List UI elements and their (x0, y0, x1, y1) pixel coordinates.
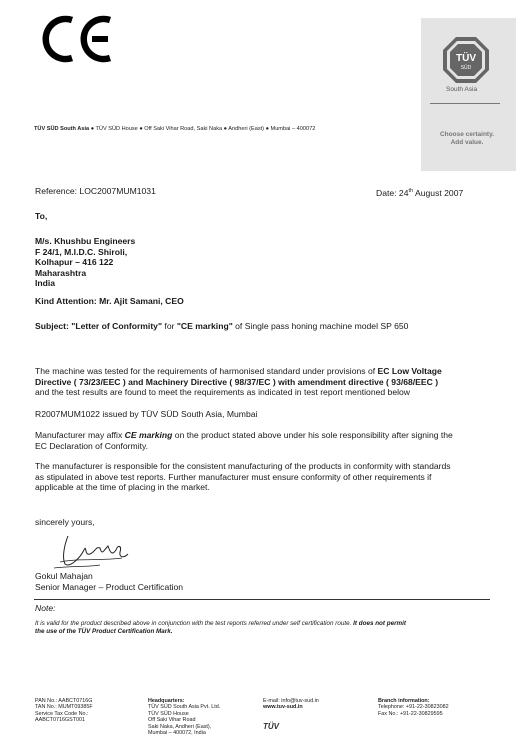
subject-line (35, 321, 408, 332)
recipient-line: India (35, 278, 56, 289)
para2-line-1 (35, 430, 453, 441)
recipient-line: Kolhapur – 416 122 (35, 257, 114, 268)
recipient-line: M/s. Khushbu Engineers (35, 236, 136, 246)
note-text (35, 620, 406, 636)
hq-line: TÜV SÜD House (148, 710, 189, 717)
para3-line: applicable at the time of placing in the market. (35, 482, 210, 493)
tan-number: TAN No.: MUMT09385F (35, 704, 93, 711)
date-suffix: th (408, 188, 414, 194)
paragraph-test-scope (35, 366, 442, 398)
subject-product: of Single pass honing machine model SP 650 (232, 321, 409, 331)
para1-text: The machine was tested for the requirements of harmonised standard under provisions of (35, 366, 378, 376)
paragraph-ce-marking (35, 430, 453, 451)
footer-tax-ids (35, 698, 93, 724)
branch-fax: Fax No.: +91-22-30829595 (378, 710, 443, 717)
note-line-1 (35, 620, 406, 628)
closing: sincerely yours, (35, 517, 95, 527)
directive-lvd: EC Low Voltage (377, 366, 442, 376)
date-month-year: August 2007 (413, 187, 464, 198)
svg-text:SÜD: SÜD (460, 65, 472, 71)
slogan-line-2: Add value. (450, 139, 484, 146)
badge-region: South Asia (446, 86, 478, 93)
paragraph-manufacturer-responsibility (35, 461, 451, 493)
recipient-line: Maharashtra (35, 267, 87, 278)
para1-line-3: and the test results are found to meet the requirements as indicated in test report mentioned below (35, 387, 410, 398)
directive-list: Directive ( 73/23/EEC ) and Machinery Directive ( 98/37/EC ) with amendment directive ( 93/68/EEC ) (35, 376, 439, 387)
date-day: Date: 24 (376, 187, 409, 198)
footer-headquarters (148, 698, 220, 736)
address-org: TÜV SÜD South Asia (34, 126, 90, 132)
para2-line-2: EC Declaration of Conformity. (35, 440, 149, 451)
slogan-line-1: Choose certainty. (439, 131, 495, 138)
para1-line-1 (35, 366, 442, 377)
subject-connector: for (162, 321, 177, 331)
para3-line: The manufacturer is responsible for the consistent manufacturing of the products in conformity with standards (35, 461, 451, 471)
para2-text: Manufacturer may affix (35, 430, 125, 440)
signer-name: Gokul Mahajan (35, 571, 93, 581)
note-line-2: the use of the TÜV Product Certification Mark. (35, 628, 173, 635)
footer-contact (263, 698, 319, 730)
tuv-sud-octagon-logo (442, 36, 490, 84)
address-details: ● TÜV SÜD House ● Off Saki Vihar Road, Saki Naka ● Andheri (East) ● Mumbai – 400072 (90, 126, 316, 132)
recipient-block (35, 236, 135, 289)
service-tax-label: Service Tax Code No.: (35, 710, 89, 717)
reference: Reference: LOC2007MUM1031 (35, 186, 156, 196)
tuv-footer-logo: TÜV (263, 721, 279, 731)
headquarters-title: Headquarters: (148, 698, 185, 704)
email[interactable]: E-mail: info@tuv-sud.in (263, 698, 319, 704)
ce-mark-logo (38, 14, 118, 64)
subject-label: Subject: (35, 321, 72, 331)
website-link[interactable]: www.tuv-sud.in (263, 704, 303, 711)
hq-line: Off Saki Vihar Road (148, 717, 196, 724)
hq-line: TÜV SÜD South Asia Pvt. Ltd. (148, 704, 221, 711)
footer-branch (378, 698, 449, 717)
letter-date (376, 186, 463, 198)
badge-slogan (428, 131, 506, 147)
service-tax-code: AABCT0716GST001 (35, 717, 86, 724)
badge-divider (430, 103, 500, 104)
note-text-body: It is valid for the product described above in conjunction with the test reports referred under self certification route. (35, 620, 354, 627)
signature (40, 528, 140, 572)
svg-text:TÜV: TÜV (456, 53, 476, 64)
note-label: Note: (35, 603, 56, 613)
para3-line: as stipulated in above test reports. Further manufacturer must ensure conformity of other requirements if (35, 471, 432, 482)
note-divider (34, 599, 490, 600)
branch-telephone: Telephone: +91-22-30823082 (378, 704, 449, 711)
signer-title: Senior Manager – Product Certification (35, 582, 184, 592)
subject-marking: "CE marking" (176, 321, 233, 331)
address-line (34, 126, 315, 132)
recipient-line: F 24/1, M.I.D.C. Shiroli, (35, 246, 128, 257)
branch-title: Branch information: (378, 698, 430, 704)
attention-line: Kind Attention: Mr. Ajit Samani, CEO (35, 296, 184, 306)
hq-line: Saki Naka, Andheri (East), (148, 723, 212, 730)
pan-number: PAN No.: AABCT0716G (35, 698, 93, 704)
para2-text-rest: on the product stated above under his sole responsibility after signing the (172, 430, 453, 440)
ce-marking-emphasis: CE marking (124, 430, 173, 440)
note-emphasis: It does not permit (353, 620, 406, 627)
subject-doc-type: "Letter of Conformity" (71, 321, 163, 331)
salutation-to: To, (35, 211, 48, 221)
test-report-reference: R2007MUM1022 issued by TÜV SÜD South Asia, Mumbai (35, 409, 258, 419)
hq-line: Mumbai – 400072, India (148, 730, 206, 737)
